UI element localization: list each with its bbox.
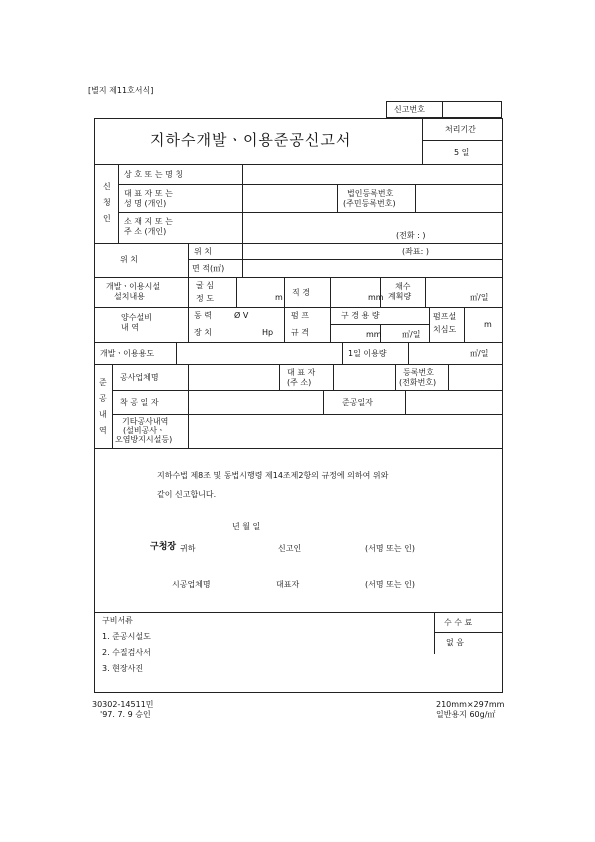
reporter-signature[interactable]: (서명 또는 인) bbox=[365, 544, 415, 553]
contractor-reg-label-1: 등록번호 bbox=[403, 368, 434, 377]
pump-depth-field[interactable] bbox=[465, 308, 481, 341]
drill-depth-field[interactable] bbox=[237, 278, 271, 306]
form-code: 30302-14511민 bbox=[92, 700, 154, 709]
completion-side-label-3: 내 bbox=[99, 410, 107, 419]
fee-label: 수 수 료 bbox=[444, 618, 473, 627]
phone-label: (전화 : ) bbox=[396, 231, 426, 240]
completion-side-label-1: 준 bbox=[99, 378, 107, 387]
drill-depth-unit: m bbox=[275, 293, 283, 302]
report-number-field[interactable] bbox=[443, 102, 501, 117]
applicant-side-label-3: 인 bbox=[103, 214, 111, 223]
statement-line-2: 같이 신고합니다. bbox=[157, 490, 217, 499]
pump-capacity-unit: ㎥/일 bbox=[402, 330, 421, 339]
pump-caliber-field[interactable] bbox=[331, 325, 363, 341]
planned-amount-label-2: 계획량 bbox=[388, 292, 412, 301]
attachment-item-2: 2. 수질검사서 bbox=[102, 648, 151, 657]
processing-period-value: 5 일 bbox=[454, 148, 470, 157]
other-works-label-2: (설비공사ㆍ bbox=[123, 426, 165, 435]
facility-label-2: 설치내용 bbox=[114, 292, 145, 301]
completion-side-label-2: 공 bbox=[99, 394, 107, 403]
other-works-label-1: 기타공사내역 bbox=[122, 417, 169, 426]
applicant-side-label-2: 청 bbox=[103, 198, 111, 207]
planned-amount-unit: ㎥/일 bbox=[470, 293, 489, 302]
builder-signature[interactable]: (서명 또는 인) bbox=[365, 580, 415, 589]
contractor-rep-label-1: 대 표 자 bbox=[287, 368, 316, 377]
paper-type: 일반용지 60g/㎡ bbox=[436, 710, 496, 719]
coordinates-label: (좌표: ) bbox=[402, 247, 429, 256]
daily-usage-unit: ㎥/일 bbox=[470, 349, 489, 358]
pump-spec-label-1: 펌 프 bbox=[291, 311, 309, 320]
report-number-label: 신고번호 bbox=[394, 105, 425, 114]
completion-date-field[interactable] bbox=[406, 391, 502, 413]
contractor-rep-field[interactable] bbox=[334, 365, 394, 389]
pump-depth-unit: m bbox=[484, 320, 492, 329]
applicant-side-label-1: 신 bbox=[103, 182, 111, 191]
approval-date: '97. 7. 9 승인 bbox=[100, 710, 151, 719]
report-date: 년 월 일 bbox=[232, 522, 261, 531]
contractor-reg-field[interactable] bbox=[449, 365, 502, 389]
attachment-item-3: 3. 현장사진 bbox=[102, 664, 144, 673]
attachment-item-1: 1. 준공시설도 bbox=[102, 632, 151, 641]
position-field[interactable] bbox=[243, 244, 383, 258]
address-field[interactable] bbox=[243, 213, 502, 229]
reporter-label: 신고인 bbox=[278, 544, 302, 553]
planned-amount-field[interactable] bbox=[426, 278, 468, 306]
other-works-label-3: 오염방지시설등) bbox=[115, 435, 173, 444]
start-date-field[interactable] bbox=[189, 391, 322, 413]
completion-date-label: 준공일자 bbox=[342, 398, 373, 407]
usage-purpose-field[interactable] bbox=[177, 343, 341, 363]
bore-diameter-label: 직 경 bbox=[292, 288, 310, 297]
pump-depth-label-1: 펌프설 bbox=[433, 312, 457, 321]
builder-rep-label: 대표자 bbox=[276, 580, 300, 589]
caliber-capacity-label: 구 경 용 량 bbox=[341, 311, 380, 320]
representative-label-2: 성 명 (개인) bbox=[124, 199, 167, 208]
usage-purpose-label: 개발ㆍ이용용도 bbox=[100, 349, 155, 358]
location-label: 위 치 bbox=[120, 255, 138, 264]
start-date-label: 착 공 일 자 bbox=[120, 398, 159, 407]
bore-diameter-unit: mm bbox=[368, 293, 384, 302]
representative-label-1: 대 표 자 또 는 bbox=[124, 189, 173, 198]
form-title: 지하수개발ㆍ이용준공신고서 bbox=[150, 131, 352, 149]
builder-name-label: 시공업체명 bbox=[172, 580, 211, 589]
pump-facility-label-2: 내 역 bbox=[121, 323, 139, 332]
paper-size: 210mm×297mm bbox=[436, 700, 505, 709]
processing-period-label: 처리기간 bbox=[445, 125, 476, 134]
address-label-2: 주 소 (개인) bbox=[124, 227, 167, 236]
bore-diameter-field[interactable] bbox=[331, 278, 365, 306]
horsepower-label: Hp bbox=[262, 328, 274, 337]
area-label: 면 적(㎡) bbox=[192, 264, 225, 273]
representative-field[interactable] bbox=[243, 185, 336, 211]
other-works-field[interactable] bbox=[189, 415, 502, 447]
planned-amount-label-1: 채수 bbox=[395, 282, 411, 291]
pump-capacity-field[interactable] bbox=[381, 325, 399, 341]
power-unit-label-1: 동 력 bbox=[194, 311, 212, 320]
drill-depth-label-1: 굴 심 bbox=[196, 281, 214, 290]
corp-number-label-1: 법인등록번호 bbox=[347, 189, 394, 198]
recipient-suffix: 귀하 bbox=[180, 544, 196, 553]
attachments-title: 구비서류 bbox=[102, 616, 133, 625]
pump-depth-label-2: 치심도 bbox=[433, 325, 457, 334]
contractor-reg-label-2: (전화번호) bbox=[399, 378, 437, 387]
pump-spec-label-2: 규 격 bbox=[291, 328, 309, 337]
corp-number-label-2: (주민등록번호) bbox=[343, 199, 396, 208]
drill-depth-label-2: 정 도 bbox=[196, 294, 214, 303]
contractor-name-field[interactable] bbox=[189, 365, 278, 389]
company-name-label: 상 호 또 는 명 칭 bbox=[124, 170, 184, 179]
corp-number-field[interactable] bbox=[416, 185, 502, 211]
contractor-name-label: 공사업체명 bbox=[120, 373, 159, 382]
daily-usage-field[interactable] bbox=[409, 343, 467, 363]
contractor-rep-label-2: (주 소) bbox=[287, 378, 312, 387]
completion-side-label-4: 역 bbox=[99, 426, 107, 435]
form-number: [별지 제11호서식] bbox=[88, 86, 154, 95]
recipient-title: 구청장 bbox=[150, 542, 177, 552]
fee-value: 없 음 bbox=[446, 638, 464, 647]
phi-voltage-label: Ø V bbox=[234, 311, 249, 320]
statement-line-1: 지하수법 제8조 및 동법시행령 제14조제2항의 규정에 의하여 위와 bbox=[157, 471, 389, 480]
facility-label-1: 개발ㆍ이용시설 bbox=[106, 282, 161, 291]
power-unit-label-2: 장 치 bbox=[194, 328, 212, 337]
address-label-1: 소 재 지 또 는 bbox=[124, 217, 173, 226]
daily-usage-label: 1일 이용량 bbox=[348, 349, 387, 358]
position-label: 위 치 bbox=[194, 247, 212, 256]
company-name-field[interactable] bbox=[243, 165, 502, 183]
area-field[interactable] bbox=[243, 260, 502, 276]
pump-caliber-unit: mm bbox=[366, 330, 382, 339]
pump-facility-label-1: 양수설비 bbox=[121, 313, 152, 322]
